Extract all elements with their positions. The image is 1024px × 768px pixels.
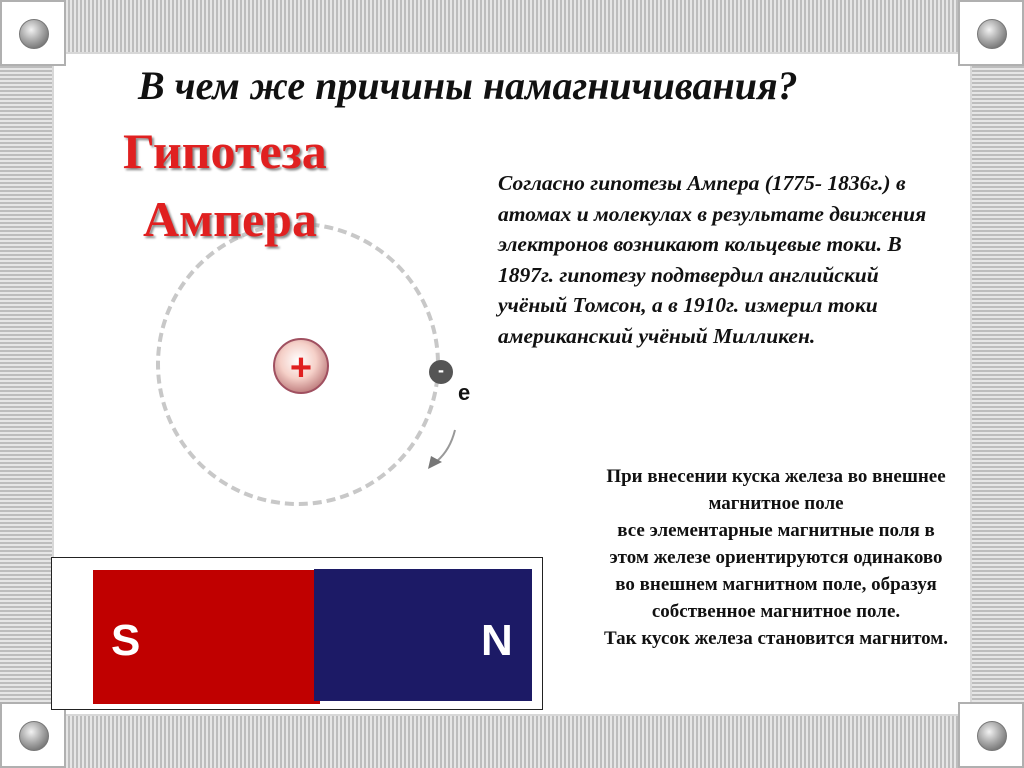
paragraph-line: атомах и молекулах в результате движения [498, 201, 927, 226]
slide-title: В чем же причины намагничивания? [138, 63, 798, 108]
info-line: собственное магнитное поле. [651, 601, 901, 622]
paragraph-line: 1897г. гипотезу подтвердил английский [498, 262, 879, 287]
info-line: Так кусок железа становится магнитом. [603, 628, 948, 649]
paragraph-line: американский учёный Милликен. [498, 323, 816, 348]
south-label: S [111, 616, 141, 665]
nucleus-sign: + [289, 347, 313, 389]
hypothesis-heading: Гипотеза [123, 123, 327, 179]
info-line: во внешнем магнитном поле, образуя [615, 574, 937, 595]
north-label: N [481, 616, 513, 665]
info-line: При внесении куска железа во внешнее [606, 466, 946, 487]
ampere-paragraph [498, 168, 1013, 351]
info-line: магнитное поле [708, 493, 844, 514]
paragraph-line: учёный Томсон, а в 1910г. измерил токи [498, 293, 878, 317]
info-line: этом железе ориентируются одинаково [609, 547, 943, 568]
electron-sign: - [438, 360, 444, 380]
rotation-arrow-icon [437, 430, 455, 461]
electron-label: e [458, 380, 471, 405]
paragraph-line: Согласно гипотезы Ампера (1775- 1836г.) в [498, 171, 906, 195]
magnetization-explanation [556, 463, 996, 652]
paragraph-line: электронов возникают кольцевые токи. В [498, 232, 902, 256]
info-line: все элементарные магнитные поля в [617, 520, 935, 541]
hypothesis-heading-line2: Ампера [143, 191, 317, 247]
